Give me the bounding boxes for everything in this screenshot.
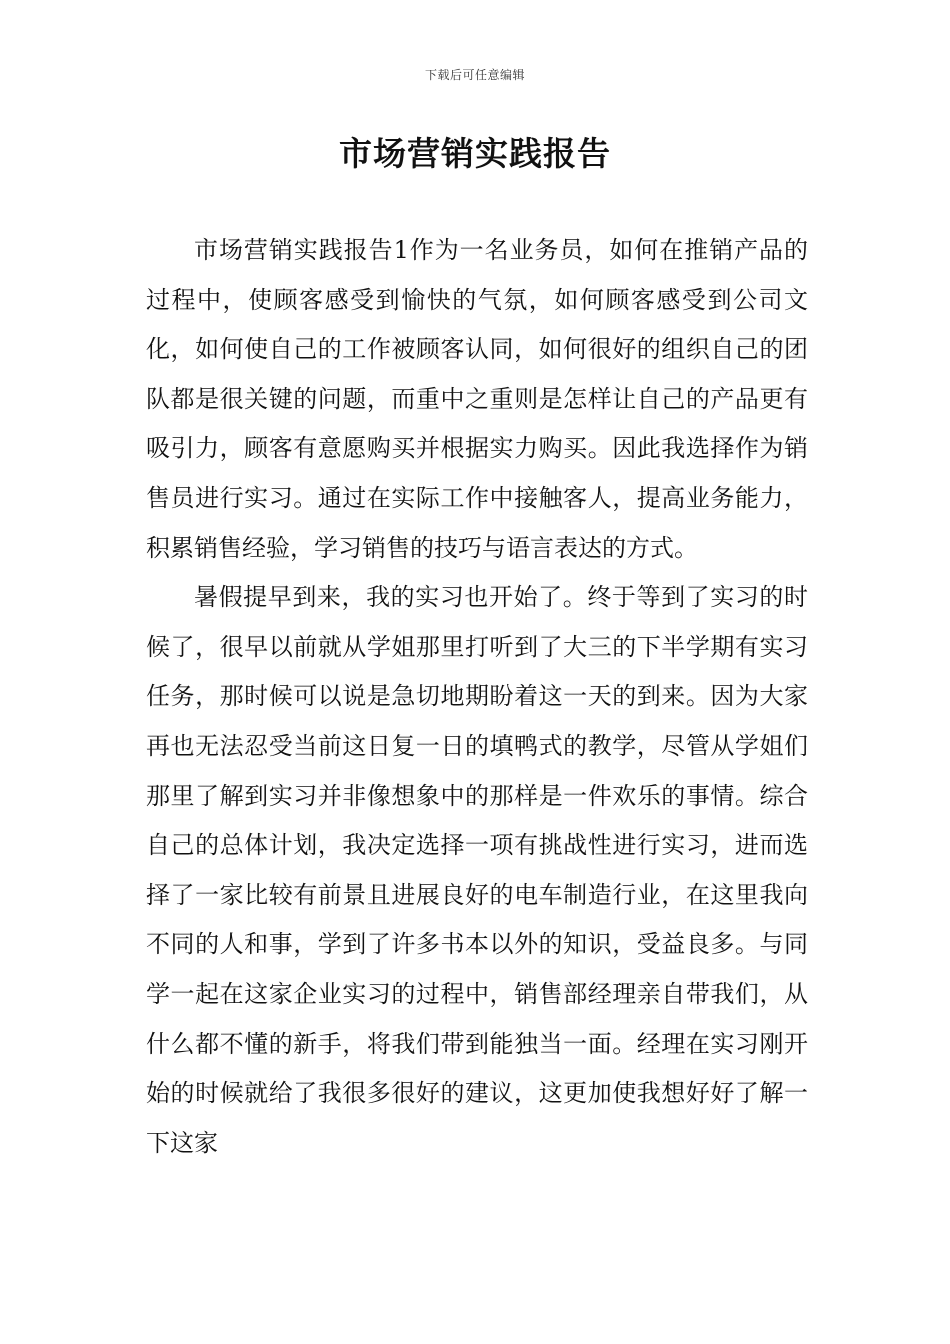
document-title: 市场营销实践报告: [339, 134, 611, 173]
document-body: [146, 226, 808, 1168]
header-note: 下载后可任意编辑: [424, 68, 525, 82]
paragraph: 暑假提早到来，我的实习也开始了。终于等到了实习的时候了，很早以前就从学姐那里打听到了大三的下半学期有实习任务，那时候可以说是急切地期盼着这一天的到来。因为大家再也无法忍受当前这日复一日的填鸭式的教学，尽管从学姐们那里了解到实习并非像想象中的那样是一件欢乐的事情。综合自己的总体计划，我决定选择一项有挑战性进行实习，进而选择了一家比较有前景且进展良好的电车制造行业，在这里我向不同的人和事，学到了许多书本以外的知识，受益良多。与同学一起在这家企业实习的过程中，销售部经理亲自带我们，从什么都不懂的新手，将我们带到能独当一面。经理在实习刚开始的时候就给了我很多很好的建议，这更加使我想好好了解一下这家: [146, 583, 808, 1157]
paragraph: 市场营销实践报告1作为一名业务员，如何在推销产品的过程中，使顾客感受到愉快的气氛，如何顾客感受到公司文化，如何使自己的工作被顾客认同，如何很好的组织自己的团队都是很关键的问题，而重中之重则是怎样让自己的产品更有吸引力，顾客有意愿购买并根据实力购买。因此我选择作为销售员进行实习。通过在实际工作中接触客人，提高业务能力，积累销售经验，学习销售的技巧与语言表达的方式。: [146, 236, 808, 562]
